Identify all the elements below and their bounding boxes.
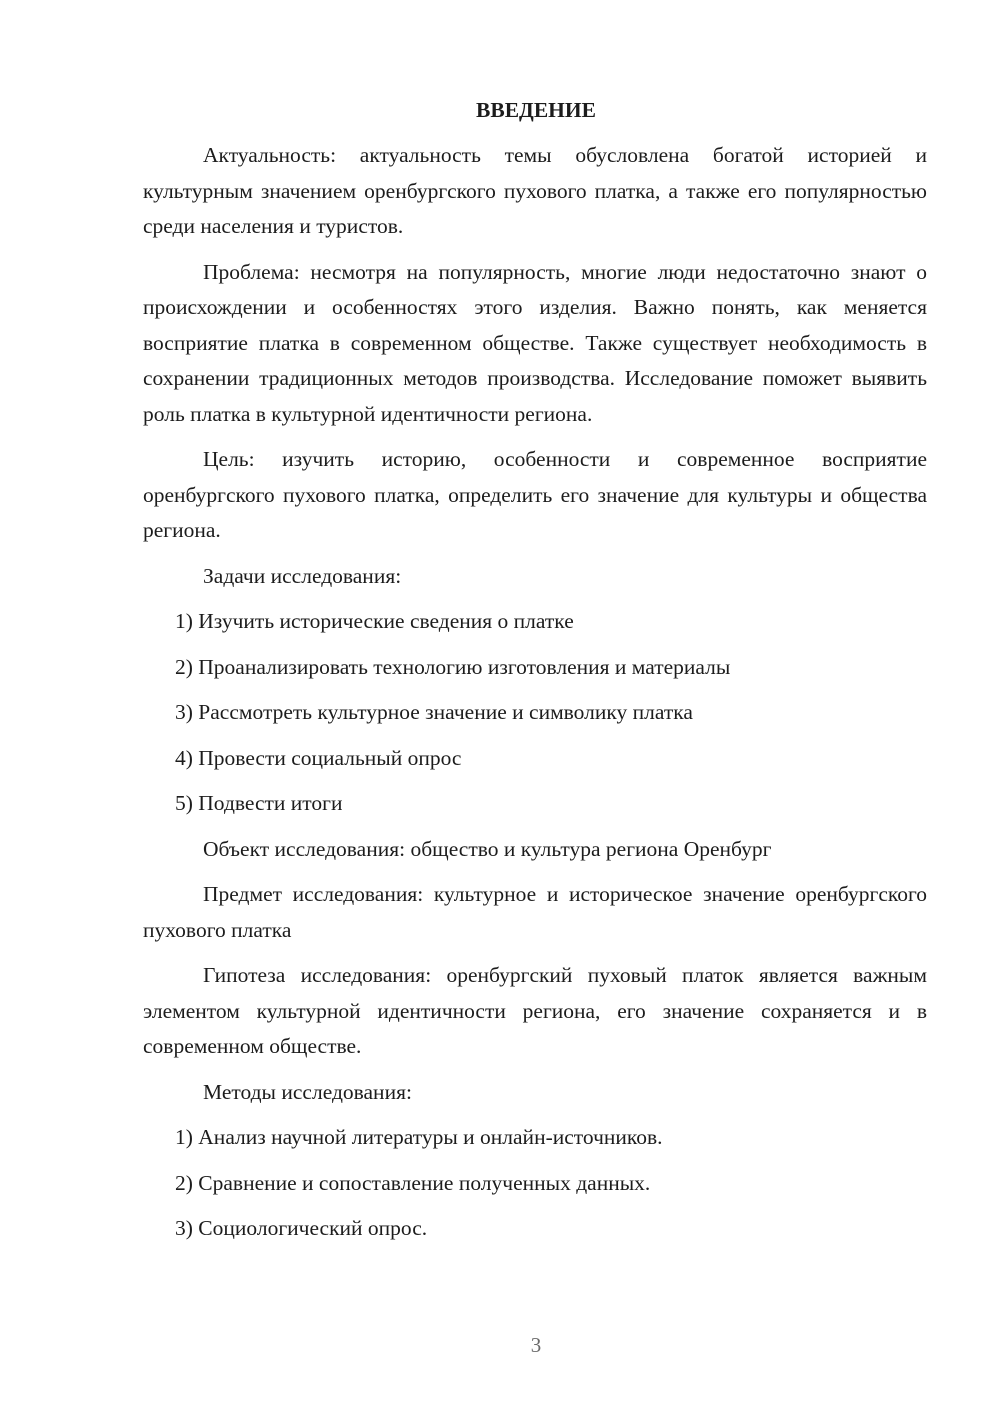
problem-paragraph: Проблема: несмотря на популярность, многие люди недостаточно знают о происхождении и особенностях этого изделия. Важно понять, как меняется восприятие платка в современном обществе. Также существует необходимость в сохранении традиционных методов производства. Исследование поможет выявить роль платка в культурной идентичности региона. (143, 259, 927, 426)
task-item: 4) Провести социальный опрос (175, 745, 462, 770)
page-content (143, 95, 927, 1257)
tasks-heading: Задачи исследования: (203, 563, 402, 588)
relevance-paragraph: Актуальность: актуальность темы обусловлена богатой историей и культурным значением оренбургского пухового платка, а также его популярностью среди населения и туристов. (143, 143, 927, 238)
task-item: 3) Рассмотреть культурное значение и символику платка (175, 700, 693, 724)
page-number: 3 (530, 1333, 542, 1357)
task-item: 1) Изучить исторические сведения о платке (175, 609, 574, 633)
object-paragraph: Объект исследования: общество и культура региона Оренбург (203, 836, 772, 861)
section-title: ВВЕДЕНИЕ (476, 98, 596, 122)
methods-heading: Методы исследования: (203, 1079, 412, 1104)
goal-paragraph: Цель: изучить историю, особенности и современное восприятие оренбургского пухового платка, определить его значение для культуры и общества региона. (143, 447, 927, 542)
task-item: 2) Проанализировать технологию изготовления и материалы (175, 654, 731, 679)
hypothesis-paragraph: Гипотеза исследования: оренбургский пуховый платок является важным элементом культурной идентичности региона, его значение сохраняется и в современном обществе. (143, 963, 927, 1058)
subject-paragraph: Предмет исследования: культурное и историческое значение оренбургского пухового платка (143, 882, 927, 942)
method-item: 2) Сравнение и сопоставление полученных данных. (175, 1170, 651, 1195)
task-item: 5) Подвести итоги (175, 791, 343, 815)
method-item: 1) Анализ научной литературы и онлайн-источников. (175, 1125, 663, 1149)
method-item: 3) Социологический опрос. (175, 1216, 428, 1240)
